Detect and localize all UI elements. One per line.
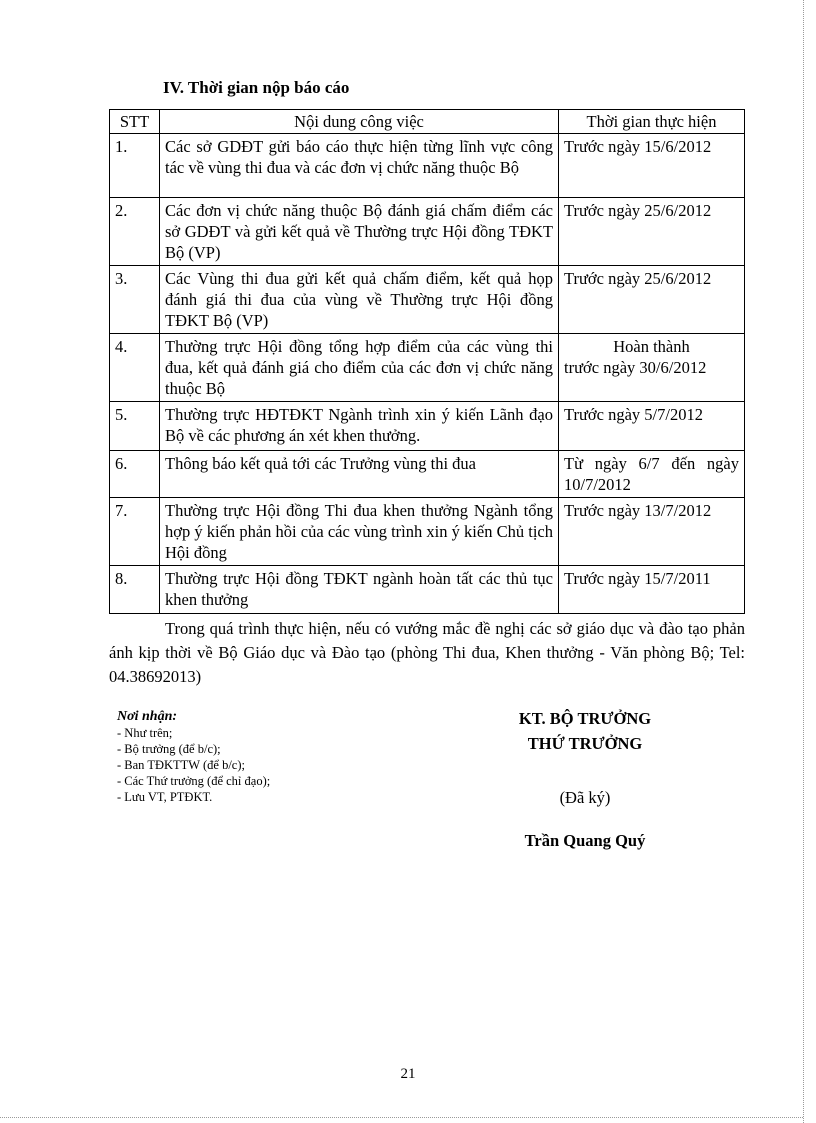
signed-note: (Đã ký) <box>559 788 611 807</box>
row-time: Trước ngày 25/6/2012 <box>559 266 745 334</box>
signer-title-line1: KT. BỘ TRƯỞNG <box>518 709 652 728</box>
row-stt: 7. <box>110 498 160 566</box>
row-time <box>559 334 745 402</box>
recipients-title: Nơi nhận: <box>117 709 178 724</box>
row-content: Các sở GDĐT gửi báo cáo thực hiện từng lĩnh vực công tác về vùng thi đua và các đơn vị chức năng thuộc Bộ <box>160 134 559 198</box>
row-stt: 5. <box>110 402 160 451</box>
recipient-item: - Như trên; <box>117 726 173 740</box>
schedule-table <box>109 109 745 614</box>
recipient-item: - Các Thứ trưởng (để chỉ đạo); <box>117 774 271 788</box>
row-stt: 6. <box>110 451 160 498</box>
row-stt: 8. <box>110 566 160 614</box>
recipient-item: - Bộ trưởng (để b/c); <box>117 742 221 756</box>
signature-block <box>470 706 700 851</box>
table-row <box>110 498 745 566</box>
row-time: Trước ngày 15/7/2011 <box>559 566 745 614</box>
row-stt: 3. <box>110 266 160 334</box>
recipient-item: - Ban TĐKTTW (để b/c); <box>117 758 245 772</box>
table-row <box>110 566 745 614</box>
row-content: Thường trực HĐTĐKT Ngành trình xin ý kiến Lãnh đạo Bộ về các phương án xét khen thưởng. <box>160 402 559 451</box>
table-row <box>110 402 745 451</box>
row-stt: 4. <box>110 334 160 402</box>
table-row <box>110 334 745 402</box>
row-content: Thường trực Hội đồng TĐKT ngành hoàn tất các thủ tục khen thưởng <box>160 566 559 614</box>
recipients-block <box>117 708 417 805</box>
row-time-line2: trước ngày 30/6/2012 <box>564 358 707 377</box>
header-content: Nội dung công việc <box>160 110 559 134</box>
recipient-item: - Lưu VT, PTĐKT. <box>117 790 213 804</box>
row-content: Thông báo kết quả tới các Trưởng vùng thi đua <box>160 451 559 498</box>
signer-name: Trần Quang Quý <box>524 831 646 850</box>
row-time: Từ ngày 6/7 đến ngày 10/7/2012 <box>559 451 745 498</box>
signer-title-line2: THỨ TRƯỞNG <box>527 734 643 753</box>
table-row <box>110 451 745 498</box>
row-stt: 2. <box>110 198 160 266</box>
row-stt: 1. <box>110 134 160 198</box>
row-time-line1: Hoàn thành <box>613 337 690 356</box>
row-time: Trước ngày 13/7/2012 <box>559 498 745 566</box>
table-header-row <box>110 110 745 134</box>
row-time: Trước ngày 15/6/2012 <box>559 134 745 198</box>
row-time: Trước ngày 5/7/2012 <box>559 402 745 451</box>
table-row <box>110 134 745 198</box>
row-content: Thường trực Hội đồng Thi đua khen thưởng Ngành tổng hợp ý kiến phản hồi của các vùng trình xin ý kiến Chủ tịch Hội đồng <box>160 498 559 566</box>
page-edge-bottom <box>0 1117 803 1118</box>
body-paragraph: Trong quá trình thực hiện, nếu có vướng mắc đề nghị các sở giáo dục và đào tạo phản ánh kịp thời về Bộ Giáo dục và Đào tạo (phòng Thi đua, Khen thưởng - Văn phòng Bộ; Tel: 04.38692013) <box>109 619 745 686</box>
row-time: Trước ngày 25/6/2012 <box>559 198 745 266</box>
header-stt: STT <box>110 110 160 134</box>
header-time: Thời gian thực hiện <box>559 110 745 134</box>
page-number: 21 <box>400 1066 416 1082</box>
page-edge-right <box>803 0 804 1123</box>
row-content: Các Vùng thi đua gửi kết quả chấm điểm, kết quả họp đánh giá thi đua của vùng về Thường trực Hội đồng TĐKT Bộ (VP) <box>160 266 559 334</box>
table-row <box>110 198 745 266</box>
section-heading: IV. Thời gian nộp báo cáo <box>163 78 350 97</box>
table-row <box>110 266 745 334</box>
row-content: Thường trực Hội đồng tổng hợp điểm của các vùng thi đua, kết quả đánh giá cho điểm của các đơn vị chức năng thuộc Bộ <box>160 334 559 402</box>
row-content: Các đơn vị chức năng thuộc Bộ đánh giá chấm điểm các sở GDĐT và gửi kết quả về Thường trực Hội đồng TĐKT Bộ (VP) <box>160 198 559 266</box>
